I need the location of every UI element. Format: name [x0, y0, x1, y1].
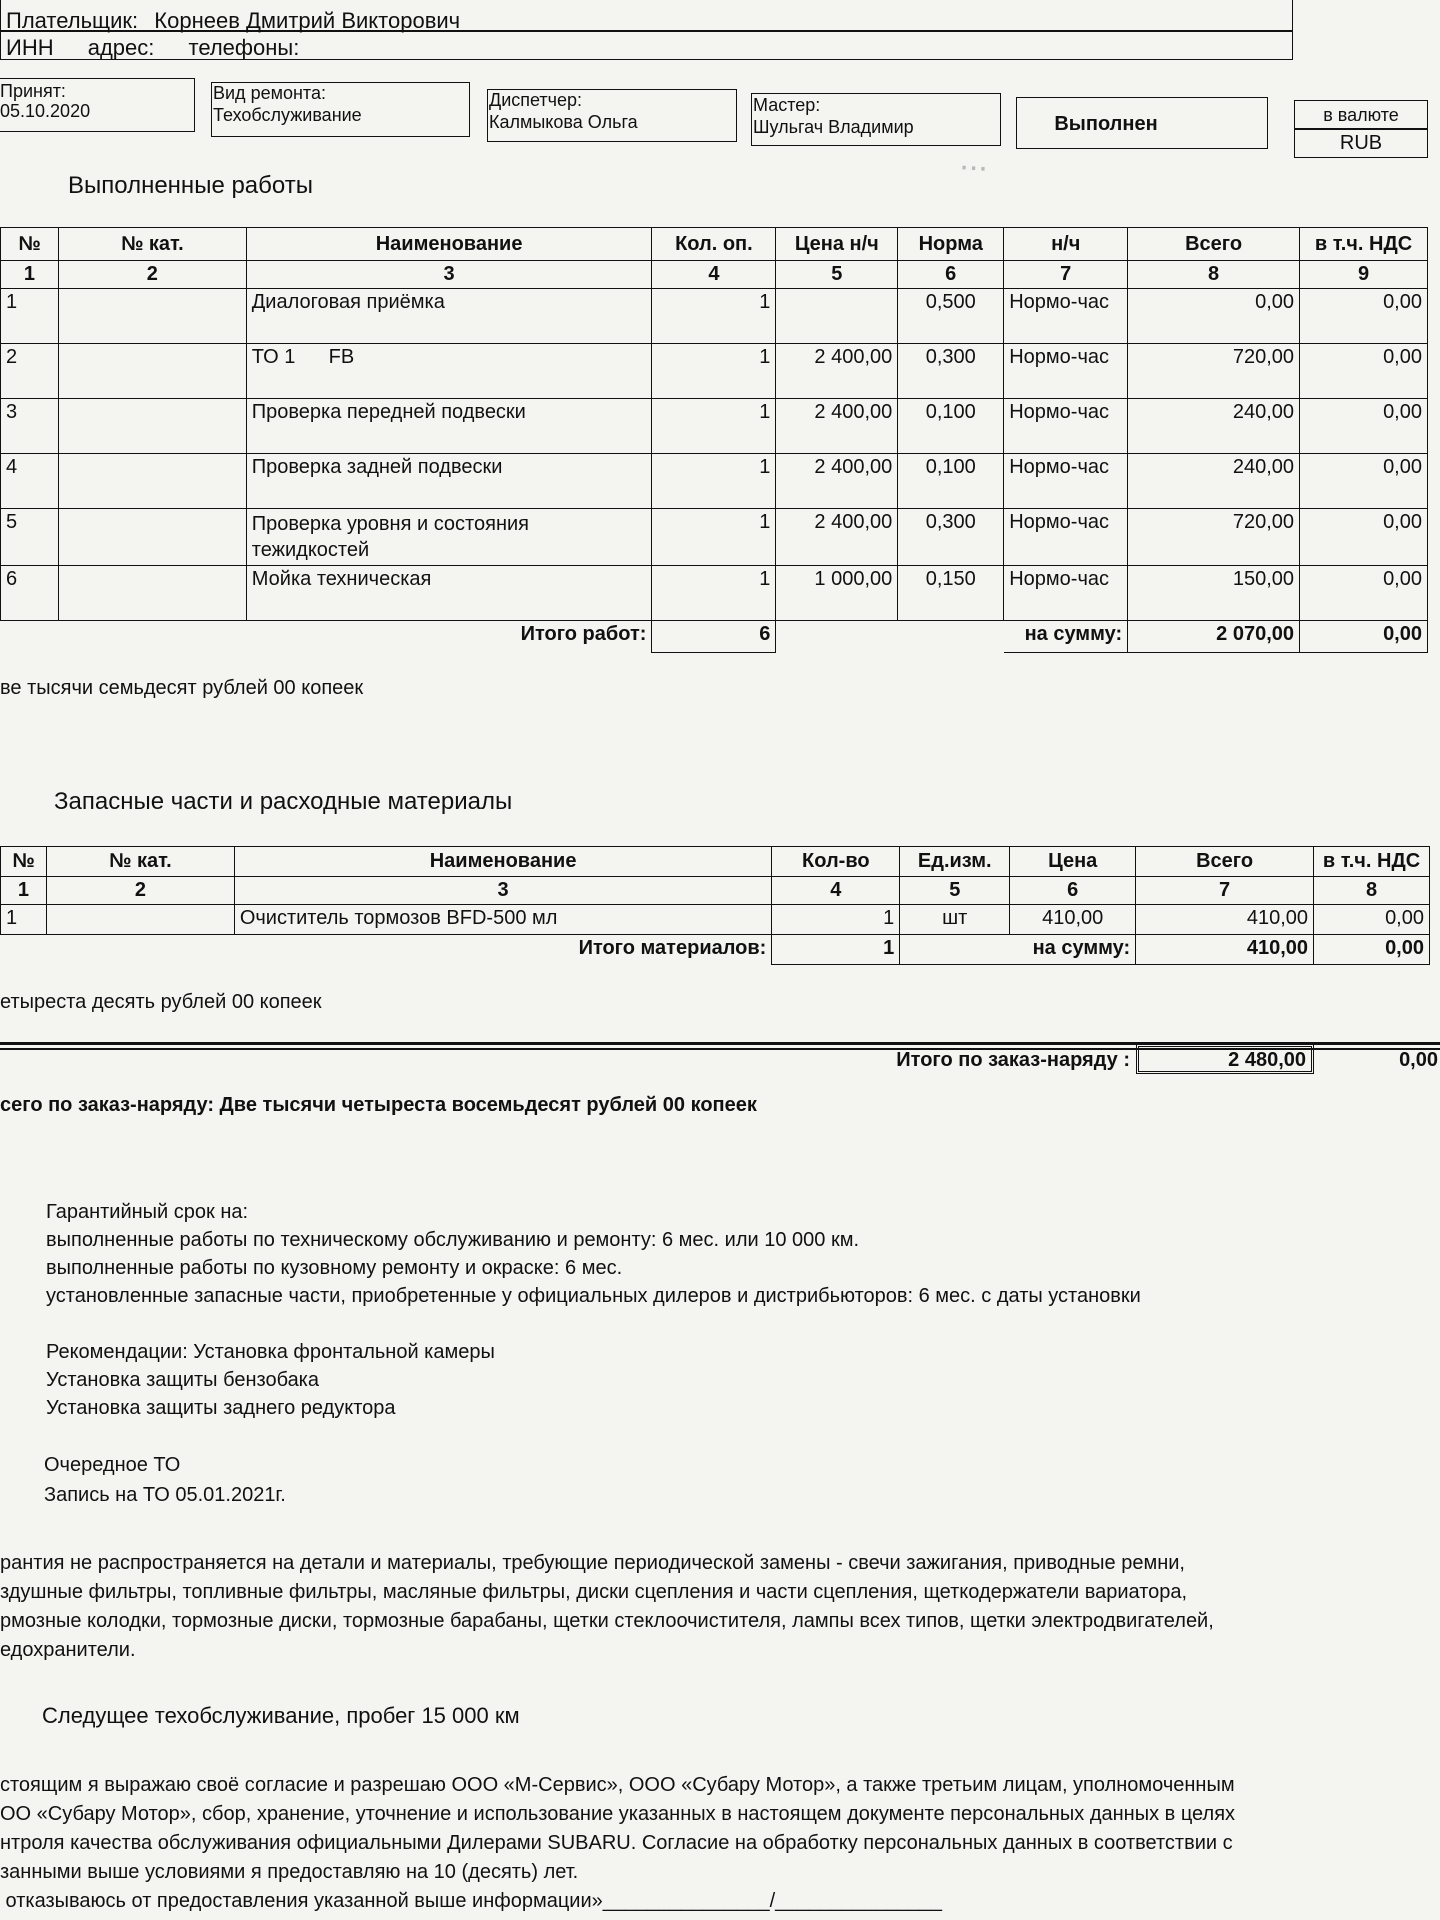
exclusion-line: едохранители.	[0, 1639, 136, 1661]
next-to-block	[44, 1450, 286, 1510]
bleed-through-text: ...	[958, 139, 990, 179]
consent-line: ОО «Субару Мотор», сбор, хранение, уточнение и использование указанных в настоящем документе персональных данных в целях	[0, 1803, 1236, 1825]
row-cat	[58, 454, 246, 509]
table-row	[1, 509, 1428, 566]
parts-colnum: 4	[772, 877, 900, 905]
next-to-line: Очередное ТО	[44, 1454, 181, 1476]
consent-line: отказываюсь от предоставления указанной выше информации»_______________/_______________	[0, 1890, 942, 1912]
works-colnum: 2	[58, 261, 246, 289]
exclusion-line: рмозные колодки, тормозные диски, тормозные барабаны, щетки стеклоочистителя, лампы всех типов, щетки электродвигателей,	[0, 1610, 1214, 1632]
table-row	[1, 399, 1428, 454]
row-num: 4	[1, 454, 59, 509]
row-price: 2 400,00	[776, 454, 898, 509]
row-norm: 0,100	[898, 399, 1004, 454]
row-unit: Нормо-час	[1004, 289, 1128, 344]
next-to-line: Запись на ТО 05.01.2021г.	[44, 1484, 286, 1506]
exclusion-line: здушные фильтры, топливные фильтры, масляные фильтры, диски сцепления и части сцепления, щеткодержатели вариатора,	[0, 1581, 1188, 1603]
table-row	[1, 344, 1428, 399]
works-total-sum: 2 070,00	[1128, 621, 1300, 653]
row-qty: 1	[652, 509, 776, 566]
parts-h-unit: Ед.изм.	[900, 847, 1010, 877]
dispatcher-label: Диспетчер:	[489, 90, 583, 110]
parts-colnum: 1	[1, 877, 47, 905]
order-total-sum: 2 480,00	[1228, 1049, 1306, 1071]
row-num: 5	[1, 509, 59, 566]
works-colnum: 8	[1128, 261, 1300, 289]
row-norm: 0,500	[898, 289, 1004, 344]
works-h-name: Наименование	[246, 228, 652, 261]
dispatcher-value: Калмыкова Ольга	[489, 112, 638, 132]
inn-label: ИНН	[6, 35, 54, 60]
repair-type-value: Техобслуживание	[213, 105, 362, 125]
accepted-label: Принят:	[0, 81, 66, 101]
row-total: 720,00	[1128, 344, 1300, 399]
works-colnum-row	[1, 261, 1428, 289]
works-sum-label: на сумму:	[1004, 621, 1128, 653]
row-name: Проверка передней подвески	[246, 399, 652, 454]
parts-h-num: №	[1, 847, 47, 877]
address-label: адрес:	[87, 35, 155, 60]
row-num: 1	[1, 289, 59, 344]
payer-label: Плательщик:	[6, 8, 139, 33]
parts-colnum: 3	[234, 877, 772, 905]
parts-colnum: 7	[1136, 877, 1314, 905]
master-label: Мастер:	[753, 95, 821, 115]
contacts-row	[6, 35, 299, 61]
works-total-spacer	[776, 621, 1004, 653]
warranty-line: установленные запасные части, приобретенные у официальных дилеров и дистрибьюторов: 6 мес. с даты установки	[46, 1285, 1141, 1307]
row-cat	[58, 399, 246, 454]
row-name: Очиститель тормозов BFD-500 мл	[234, 905, 772, 935]
payer-row	[6, 8, 460, 34]
recommendations-block	[46, 1338, 495, 1422]
row-total: 150,00	[1128, 566, 1300, 621]
parts-total-label: Итого материалов:	[578, 937, 767, 959]
consent-block	[0, 1771, 1235, 1916]
row-num: 6	[1, 566, 59, 621]
parts-h-cat: № кат.	[46, 847, 234, 877]
row-vat: 0,00	[1300, 454, 1428, 509]
exclusion-line: рантия не распространяется на детали и материалы, требующие периодической замены - свечи зажигания, приводные ремни,	[0, 1552, 1185, 1574]
works-total-label: Итого работ:	[520, 623, 647, 645]
row-unit: шт	[900, 905, 1010, 935]
works-header-row	[1, 228, 1428, 261]
currency-divider	[1294, 128, 1428, 130]
warranty-line: выполненные работы по кузовному ремонту и окраске: 6 мес.	[46, 1257, 623, 1279]
consent-line: занными выше условиями я предоставляю на 10 (десять) лет.	[0, 1861, 579, 1883]
works-h-unit: н/ч	[1004, 228, 1128, 261]
warranty-line: выполненные работы по техническому обслуживанию и ремонту: 6 мес. или 10 000 км.	[46, 1229, 859, 1251]
row-vat: 0,00	[1300, 344, 1428, 399]
order-total-vat: 0,00	[1399, 1049, 1438, 1071]
parts-total-qty: 1	[772, 935, 900, 965]
master-value: Шульгач Владимир	[753, 117, 914, 137]
row-cat	[58, 289, 246, 344]
works-total-qty: 6	[652, 621, 776, 653]
row-name: Диалоговая приёмка	[246, 289, 652, 344]
row-vat: 0,00	[1300, 566, 1428, 621]
recommendation-line: Установка защиты заднего редуктора	[46, 1397, 396, 1419]
row-cat	[46, 905, 234, 935]
consent-line: нтроля качества обслуживания официальными Дилерами SUBARU. Согласие на обработку персональных данных в соответствии с	[0, 1832, 1233, 1854]
row-num: 3	[1, 399, 59, 454]
recommendation-line: Рекомендации: Установка фронтальной камеры	[46, 1341, 495, 1363]
table-row	[1, 289, 1428, 344]
works-colnum: 5	[776, 261, 898, 289]
works-colnum: 4	[652, 261, 776, 289]
table-row	[1, 566, 1428, 621]
works-colnum: 7	[1004, 261, 1128, 289]
row-num: 2	[1, 344, 59, 399]
works-sum-words: ве тысячи семьдесят рублей 00 копеек	[0, 677, 364, 699]
row-norm: 0,300	[898, 509, 1004, 566]
payer-name: Корнеев Дмитрий Викторович	[154, 8, 461, 33]
accepted-date: 05.10.2020	[0, 101, 91, 121]
row-norm: 0,100	[898, 454, 1004, 509]
row-qty: 1	[652, 566, 776, 621]
row-name: Проверка задней подвески	[246, 454, 652, 509]
warranty-block	[46, 1198, 1141, 1310]
parts-h-vat: в т.ч. НДС	[1314, 847, 1430, 877]
works-h-qty: Кол. оп.	[652, 228, 776, 261]
row-total: 240,00	[1128, 454, 1300, 509]
works-colnum: 3	[246, 261, 652, 289]
warranty-line: Гарантийный срок на:	[46, 1201, 249, 1223]
row-num: 1	[1, 905, 47, 935]
repair-type-label: Вид ремонта:	[213, 83, 326, 103]
row-qty: 1	[652, 454, 776, 509]
parts-sum-words: етыреста десять рублей 00 копеек	[0, 991, 322, 1013]
row-total: 240,00	[1128, 399, 1300, 454]
row-price: 2 400,00	[776, 399, 898, 454]
row-unit: Нормо-час	[1004, 566, 1128, 621]
parts-total-spacer	[900, 935, 1010, 965]
parts-header-row	[1, 847, 1430, 877]
works-total-vat: 0,00	[1300, 621, 1428, 653]
row-vat: 0,00	[1314, 905, 1430, 935]
row-vat: 0,00	[1300, 289, 1428, 344]
parts-sum-label: на сумму:	[1010, 935, 1136, 965]
parts-h-price: Цена	[1010, 847, 1136, 877]
currency-value: RUB	[1339, 132, 1383, 154]
row-unit: Нормо-час	[1004, 509, 1128, 566]
works-colnum: 1	[1, 261, 59, 289]
parts-colnum: 8	[1314, 877, 1430, 905]
parts-total-row	[1, 935, 1430, 965]
row-cat	[58, 344, 246, 399]
table-row	[1, 454, 1428, 509]
row-qty: 1	[652, 344, 776, 399]
works-h-num: №	[1, 228, 59, 261]
row-name: Проверка уровня и состояния тежидкостей	[246, 509, 652, 566]
row-price: 2 400,00	[776, 344, 898, 399]
row-price	[776, 289, 898, 344]
works-table	[0, 227, 1428, 653]
row-name: Мойка техническая	[246, 566, 652, 621]
parts-h-qty: Кол-во	[772, 847, 900, 877]
exclusions-block	[0, 1549, 1214, 1665]
row-total: 410,00	[1136, 905, 1314, 935]
row-total: 0,00	[1128, 289, 1300, 344]
row-price: 1 000,00	[776, 566, 898, 621]
parts-colnum: 6	[1010, 877, 1136, 905]
recommendation-line: Установка защиты бензобака	[46, 1369, 319, 1391]
table-row	[1, 905, 1430, 935]
order-total-words: сего по заказ-наряду: Две тысячи четыреста восемьдесят рублей 00 копеек	[0, 1094, 757, 1116]
row-vat: 0,00	[1300, 399, 1428, 454]
parts-title: Запасные части и расходные материалы	[54, 788, 513, 815]
works-h-vat: в т.ч. НДС	[1300, 228, 1428, 261]
works-title: Выполненные работы	[68, 172, 313, 199]
works-total-row	[1, 621, 1428, 653]
parts-colnum: 2	[46, 877, 234, 905]
next-service: Следущее техобслуживание, пробег 15 000 км	[42, 1703, 520, 1728]
consent-line: стоящим я выражаю своё согласие и разрешаю ООО «М-Сервис», ООО «Субару Мотор», а также третьим лицам, уполномоченным	[0, 1774, 1235, 1796]
row-price: 2 400,00	[776, 509, 898, 566]
row-qty: 1	[652, 399, 776, 454]
works-h-total: Всего	[1128, 228, 1300, 261]
parts-total-sum: 410,00	[1136, 935, 1314, 965]
order-total-label: Итого по заказ-наряду :	[896, 1049, 1130, 1071]
works-colnum: 9	[1300, 261, 1428, 289]
row-cat	[58, 566, 246, 621]
row-norm: 0,300	[898, 344, 1004, 399]
parts-colnum-row	[1, 877, 1430, 905]
row-unit: Нормо-час	[1004, 454, 1128, 509]
row-qty: 1	[772, 905, 900, 935]
works-colnum: 6	[898, 261, 1004, 289]
row-price: 410,00	[1010, 905, 1136, 935]
row-vat: 0,00	[1300, 509, 1428, 566]
parts-h-total: Всего	[1136, 847, 1314, 877]
status-value: Выполнен	[1054, 113, 1158, 135]
parts-h-name: Наименование	[234, 847, 772, 877]
row-unit: Нормо-час	[1004, 344, 1128, 399]
row-norm: 0,150	[898, 566, 1004, 621]
row-qty: 1	[652, 289, 776, 344]
parts-total-vat: 0,00	[1314, 935, 1430, 965]
row-total: 720,00	[1128, 509, 1300, 566]
parts-table	[0, 846, 1430, 965]
row-name: ТО 1 FB	[246, 344, 652, 399]
works-h-norm: Норма	[898, 228, 1004, 261]
parts-colnum: 5	[900, 877, 1010, 905]
works-h-price: Цена н/ч	[776, 228, 898, 261]
row-cat	[58, 509, 246, 566]
works-h-cat: № кат.	[58, 228, 246, 261]
currency-label: в валюте	[1323, 105, 1399, 125]
row-unit: Нормо-час	[1004, 399, 1128, 454]
phones-label: телефоны:	[188, 35, 300, 60]
